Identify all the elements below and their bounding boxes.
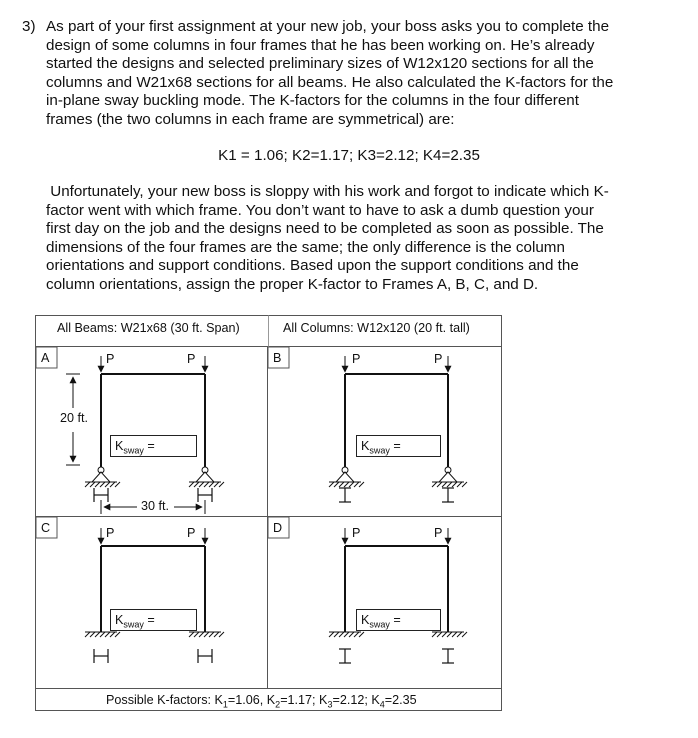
- ground-hatch: [95, 482, 100, 487]
- ground-hatch: [359, 482, 364, 487]
- ground-hatch: [432, 632, 437, 637]
- ground-hatch: [344, 482, 349, 487]
- load-label: P: [187, 352, 196, 366]
- ground-hatch: [189, 632, 194, 637]
- paragraph-line: in-plane sway buckling mode. The K-factors for the columns in the four different: [46, 92, 579, 110]
- weak-axis-section-icon: [94, 488, 108, 502]
- ground-hatch: [344, 632, 349, 637]
- ground-hatch: [457, 632, 462, 637]
- paragraph-line: As part of your first assignment at your new job, your boss asks you to complete the: [46, 18, 610, 35]
- pin-triangle: [196, 472, 214, 482]
- ground-hatch: [354, 632, 359, 637]
- paragraph-line: columns and W21x68 sections for all beams. He also calculated the K-factors for the: [46, 73, 614, 91]
- frame-label-d: D: [273, 521, 283, 535]
- ground-hatch: [105, 632, 110, 637]
- frame-label-a: A: [41, 351, 50, 365]
- fixed-support: [432, 632, 467, 637]
- pin-support: [432, 467, 467, 487]
- ground-hatch: [452, 632, 457, 637]
- paragraph-line: Unfortunately, your new boss is sloppy with his work and forgot to indicate which K-: [46, 183, 609, 200]
- ground-hatch: [447, 632, 452, 637]
- ground-hatch: [105, 482, 110, 487]
- fixed-support: [189, 632, 224, 637]
- ground-hatch: [432, 482, 437, 487]
- ground-hatch: [90, 482, 95, 487]
- ground-hatch: [334, 482, 339, 487]
- ground-hatch: [115, 482, 120, 487]
- ground-hatch: [199, 632, 204, 637]
- load-label: P: [434, 526, 443, 540]
- pin-support: [189, 467, 224, 487]
- weak-axis-section-icon: [94, 649, 108, 663]
- strong-axis-section-icon: [442, 488, 454, 502]
- frame-b: [329, 356, 467, 502]
- ground-hatch: [437, 632, 442, 637]
- k-sway-box-b: $K_{sway}$ =: [356, 435, 441, 457]
- possible-k-factors: Possible K-factors: $K_1=1.06$, $K_2=1.17$; $K_3=2.12$; $K_4=2.35$: [106, 693, 417, 710]
- ground-hatch: [110, 632, 115, 637]
- load-label: P: [187, 526, 196, 540]
- ground-hatch: [110, 482, 115, 487]
- ground-hatch: [437, 482, 442, 487]
- fixed-support: [329, 632, 364, 637]
- paragraph-line: frames (the two columns in each frame are symmetrical) are:: [46, 110, 455, 128]
- height-dimension-label: 20 ft.: [60, 411, 89, 425]
- ground-hatch: [334, 632, 339, 637]
- load-label: P: [434, 352, 443, 366]
- ground-hatch: [214, 632, 219, 637]
- ground-hatch: [95, 632, 100, 637]
- ground-hatch: [457, 482, 462, 487]
- ground-hatch: [349, 482, 354, 487]
- pin-support: [329, 467, 364, 487]
- ground-hatch: [90, 632, 95, 637]
- ground-hatch: [100, 632, 105, 637]
- ground-hatch: [329, 482, 334, 487]
- pin-triangle: [439, 472, 457, 482]
- ground-hatch: [442, 632, 447, 637]
- frame-a: [85, 356, 224, 502]
- ground-hatch: [189, 482, 194, 487]
- ground-hatch: [462, 632, 467, 637]
- ground-hatch: [209, 632, 214, 637]
- ground-hatch: [194, 482, 199, 487]
- k-values-line: K1 = 1.06; K2=1.17; K3=2.12; K4=2.35: [218, 147, 480, 164]
- ground-hatch: [452, 482, 457, 487]
- load-label: P: [352, 352, 361, 366]
- ground-hatch: [219, 482, 224, 487]
- frame-d: [329, 528, 467, 663]
- weak-axis-section-icon: [198, 488, 212, 502]
- load-label: P: [106, 526, 115, 540]
- strong-axis-section-icon: [442, 649, 454, 663]
- ground-hatch: [447, 482, 452, 487]
- ground-hatch: [219, 632, 224, 637]
- weak-axis-section-icon: [198, 649, 212, 663]
- ground-hatch: [442, 482, 447, 487]
- paragraph-line: column orientations, assign the proper K-factor to Frames A, B, C, and D.: [46, 275, 539, 293]
- ground-hatch: [209, 482, 214, 487]
- load-label: P: [352, 526, 361, 540]
- ground-hatch: [339, 632, 344, 637]
- paragraph-line: design of some columns in four frames that he has been working on. He’s already: [46, 36, 595, 54]
- paragraph-line: dimensions of the four frames are the same; the only difference is the column: [46, 238, 565, 256]
- paragraph-line: first day on the job and the designs need to be completed as soon as possible. The: [46, 220, 604, 238]
- header-columns: All Columns: W12x120 (20 ft. tall): [283, 321, 470, 335]
- frame-label-b: B: [273, 351, 282, 365]
- k-sway-box-a: $K_{sway}$ =: [110, 435, 197, 457]
- load-label: P: [106, 352, 115, 366]
- strong-axis-section-icon: [339, 488, 351, 502]
- ground-hatch: [115, 632, 120, 637]
- pin-triangle: [92, 472, 110, 482]
- ground-hatch: [349, 632, 354, 637]
- ground-hatch: [354, 482, 359, 487]
- k-sway-box-d: $K_{sway}$ =: [356, 609, 441, 631]
- question-number: 3): [22, 18, 36, 35]
- ground-hatch: [194, 632, 199, 637]
- strong-axis-section-icon: [339, 649, 351, 663]
- ground-hatch: [462, 482, 467, 487]
- ground-hatch: [85, 632, 90, 637]
- header-beams: All Beams: W21x68 (30 ft. Span): [57, 321, 240, 335]
- ground-hatch: [214, 482, 219, 487]
- paragraph-line: orientations and support conditions. Based upon the support conditions and the: [46, 257, 579, 275]
- ground-hatch: [339, 482, 344, 487]
- ground-hatch: [100, 482, 105, 487]
- ground-hatch: [204, 632, 209, 637]
- fixed-support: [85, 632, 120, 637]
- pin-support: [85, 467, 120, 487]
- k-sway-box-c: $K_{sway}$ =: [110, 609, 197, 631]
- span-dimension-label: 30 ft.: [141, 499, 170, 513]
- ground-hatch: [85, 482, 90, 487]
- paragraph-line: factor went with which frame. You don’t want to have to ask a dumb question your: [46, 201, 594, 219]
- ground-hatch: [359, 632, 364, 637]
- frame-c: [85, 528, 224, 663]
- ground-hatch: [329, 632, 334, 637]
- frame-label-c: C: [41, 521, 51, 535]
- paragraph-line: started the designs and selected preliminary sizes of W12x120 sections for all the: [46, 55, 594, 73]
- ground-hatch: [199, 482, 204, 487]
- pin-triangle: [336, 472, 354, 482]
- ground-hatch: [204, 482, 209, 487]
